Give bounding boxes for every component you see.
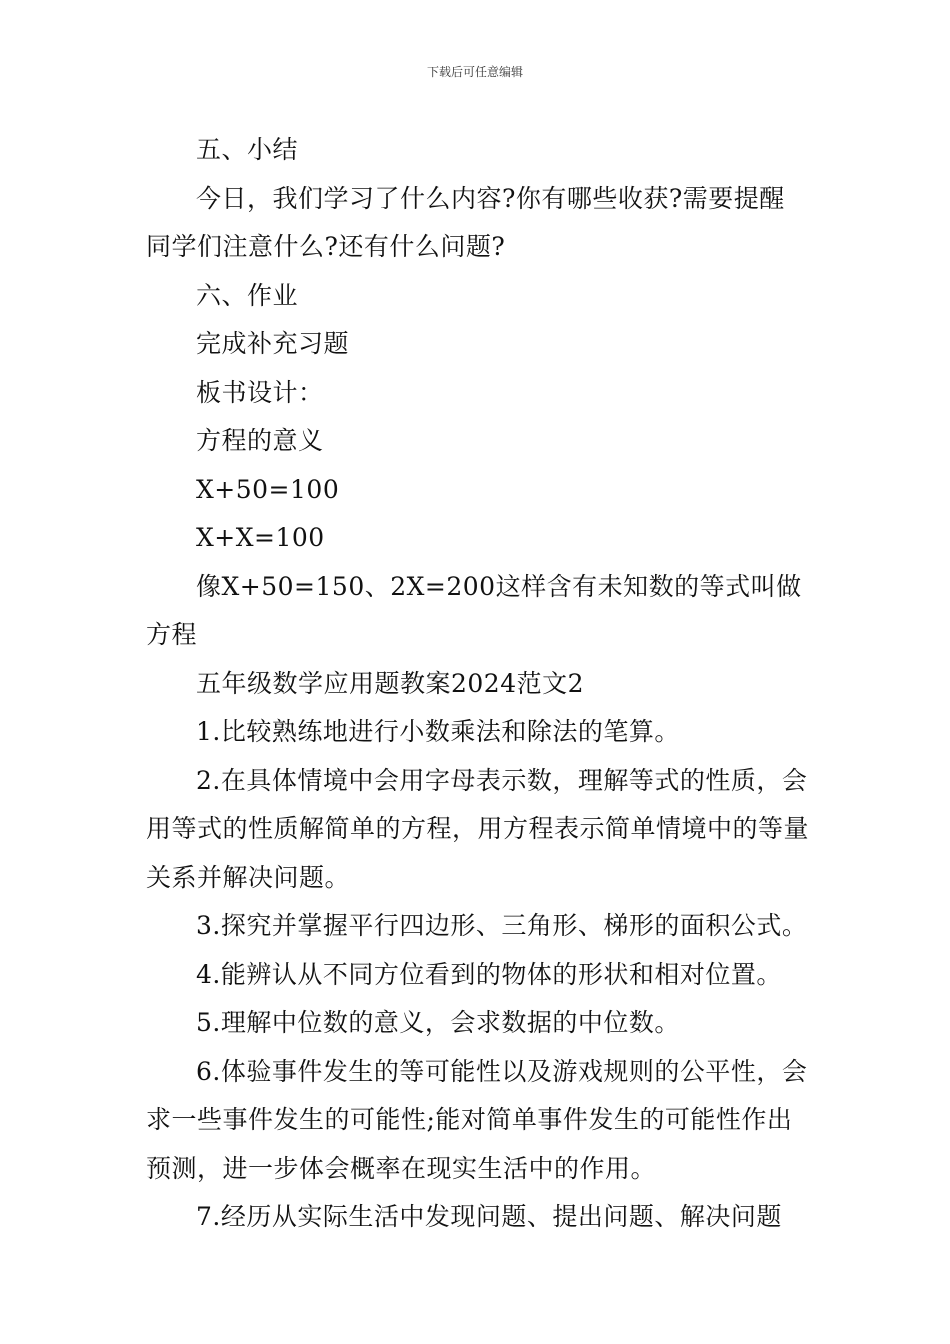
paragraph-equation-definition: 像X+50=150、2X=200这样含有未知数的等式叫做方程 [146, 571, 802, 649]
paragraph-goal-6: 6.体验事件发生的等可能性以及游戏规则的公平性，会求一些事件发生的可能性;能对简单事件发生的可能性作出预测，进一步体会概率在现实生活中的作用。 [146, 1056, 808, 1183]
paragraph-board-design: 板书设计： [196, 377, 324, 407]
paragraph-goal-2: 2.在具体情境中会用字母表示数，理解等式的性质，会用等式的性质解简单的方程，用方程表示简单情境中的等量关系并解决问题。 [146, 765, 810, 892]
paragraph-goal-7: 7.经历从实际生活中发现问题、提出问题、解决问题 [196, 1202, 782, 1231]
paragraph-equation-2: X+X=100 [196, 523, 325, 552]
paragraph-summary-questions: 今日，我们学习了什么内容?你有哪些收获?需要提醒同学们注意什么?还有什么问题? [146, 183, 785, 261]
paragraph-equation-meaning: 方程的意义 [196, 426, 324, 455]
paragraph-goal-4: 4.能辨认从不同方位看到的物体的形状和相对位置。 [196, 959, 782, 989]
page-header: 下载后可任意编辑 [426, 65, 523, 79]
paragraph-summary-heading: 五、小结 [196, 135, 299, 164]
document-body [146, 126, 810, 1242]
paragraph-homework-heading: 六、作业 [196, 280, 299, 310]
paragraph-homework-task: 完成补充习题 [196, 329, 350, 358]
paragraph-goal-5: 5.理解中位数的意义，会求数据的中位数。 [196, 1008, 680, 1037]
paragraph-section-title: 五年级数学应用题教案2024范文2 [196, 668, 585, 698]
paragraph-goal-3: 3.探究并掌握平行四边形、三角形、梯形的面积公式。 [196, 911, 808, 940]
paragraph-equation-1: X+50=100 [196, 474, 340, 504]
paragraph-goal-1: 1.比较熟练地进行小数乘法和除法的笔算。 [196, 717, 680, 746]
